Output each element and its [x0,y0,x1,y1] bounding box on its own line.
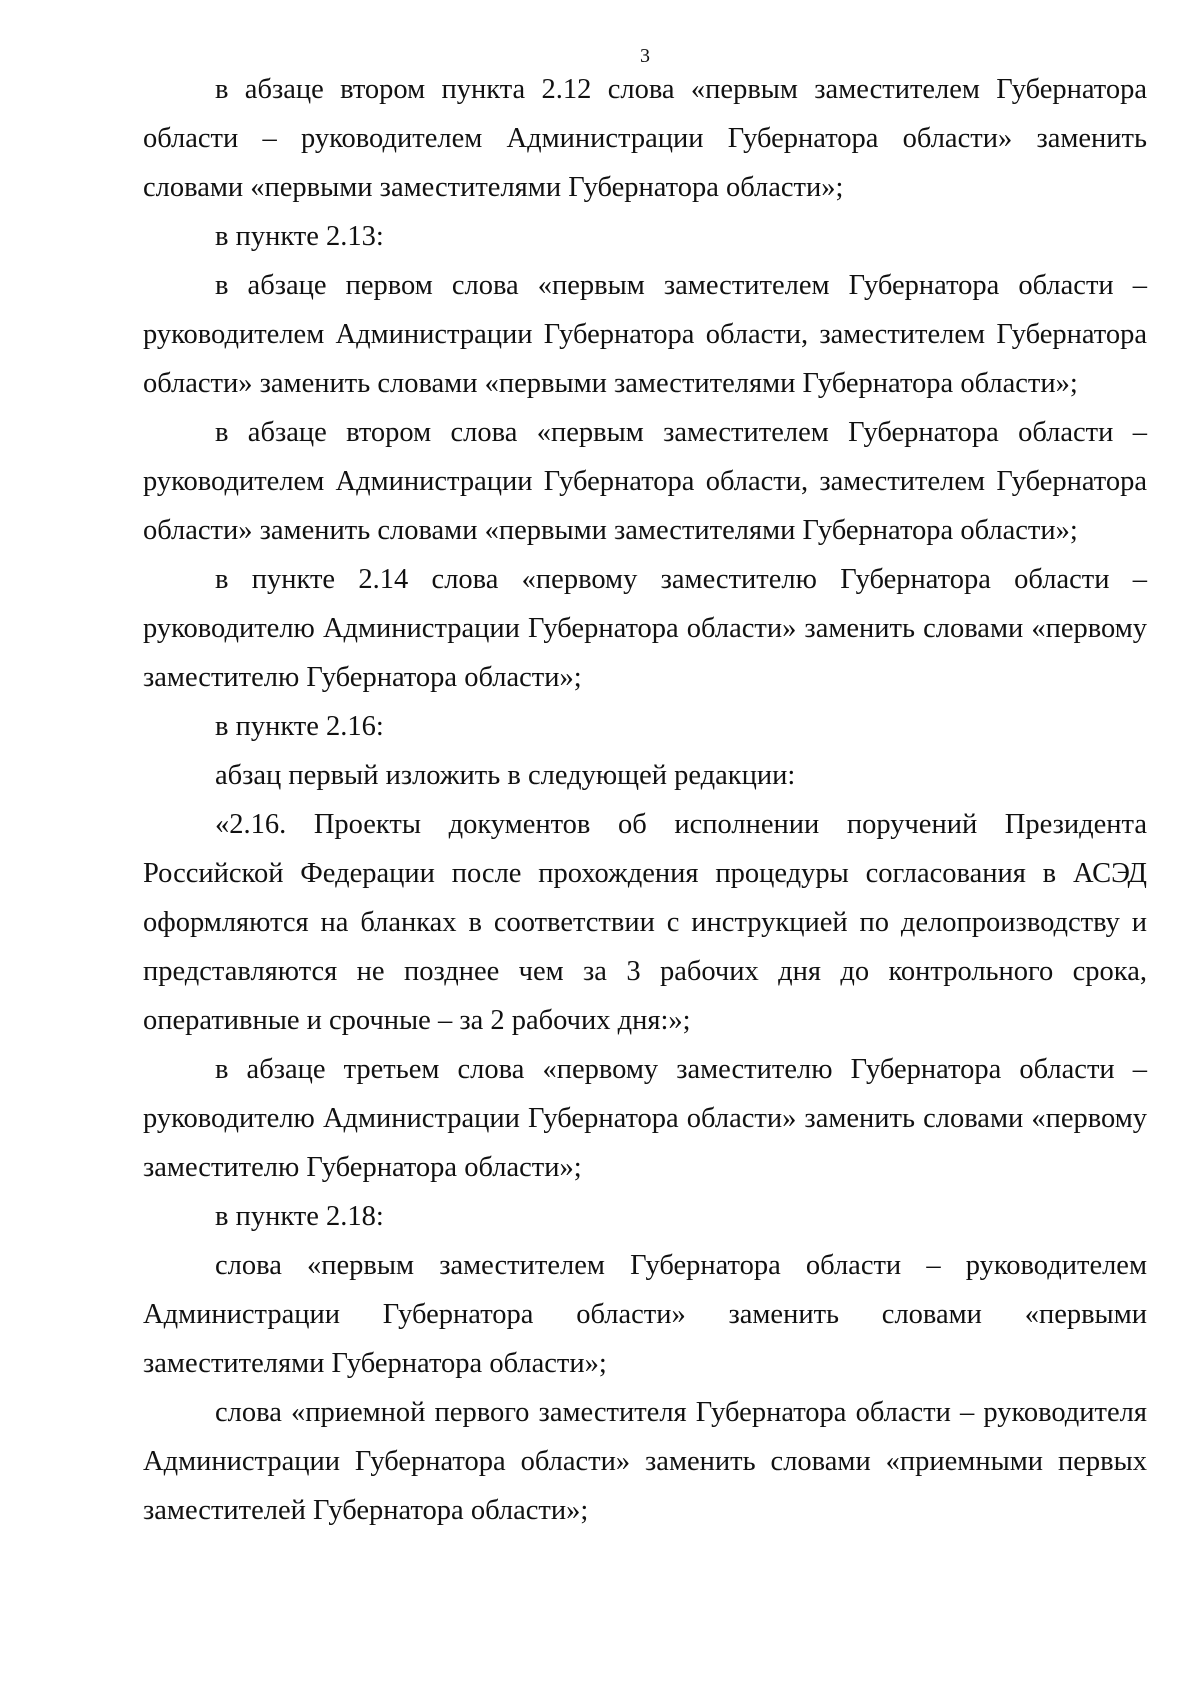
paragraph-2-13-abzac-1: в абзаце первом слова «первым заместителем Губернатора области – руководителем Администрации Губернатора области, заместителем Губернатора области» заменить словами «первыми заместителями Губернатора области»; [143,270,1147,399]
paragraph-2-18-item-1: слова «первым заместителем Губернатора области – руководителем Администрации Губернатора области» заменить словами «первыми заместителями Губернатора области»; [143,1250,1147,1379]
paragraph-2-16-abzac-3: в абзаце третьем слова «первому заместителю Губернатора области – руководителю Администрации Губернатора области» заменить словами «первому заместителю Губернатора области»; [143,1054,1147,1183]
paragraph-2-13-heading: в пункте 2.13: [215,221,384,252]
paragraph-2-14: в пункте 2.14 слова «первому заместителю Губернатора области – руководителю Администрации Губернатора области» заменить словами «первому заместителю Губернатора области»; [143,564,1147,693]
paragraph-2-18-heading: в пункте 2.18: [215,1201,384,1232]
paragraph-2-16-heading: в пункте 2.16: [215,711,384,742]
document-body [143,65,1147,1535]
paragraph-2-16-new-text: «2.16. Проекты документов об исполнении поручений Президента Российской Федерации после прохождения процедуры согласования в АСЭД оформляются на бланках в соответствии с инструкцией по делопроизводству и представляются не позднее чем за 3 рабочих дня до контрольного срока, оперативные и срочные – за 2 рабочих дня:»; [143,809,1147,1036]
paragraph-2-16-instruction: абзац первый изложить в следующей редакции: [215,760,796,791]
paragraph-2-13-abzac-2: в абзаце втором слова «первым заместителем Губернатора области – руководителем Администрации Губернатора области, заместителем Губернатора области» заменить словами «первыми заместителями Губернатора области»; [143,417,1147,546]
paragraph-2-12-abzac-2: в абзаце втором пункта 2.12 слова «первым заместителем Губернатора области – руководителем Администрации Губернатора области» заменить словами «первыми заместителями Губернатора области»; [143,74,1147,203]
page-number: 3 [640,45,650,67]
paragraph-2-18-item-2: слова «приемной первого заместителя Губернатора области – руководителя Администрации Губернатора области» заменить словами «приемными первых заместителей Губернатора области»; [143,1397,1147,1526]
